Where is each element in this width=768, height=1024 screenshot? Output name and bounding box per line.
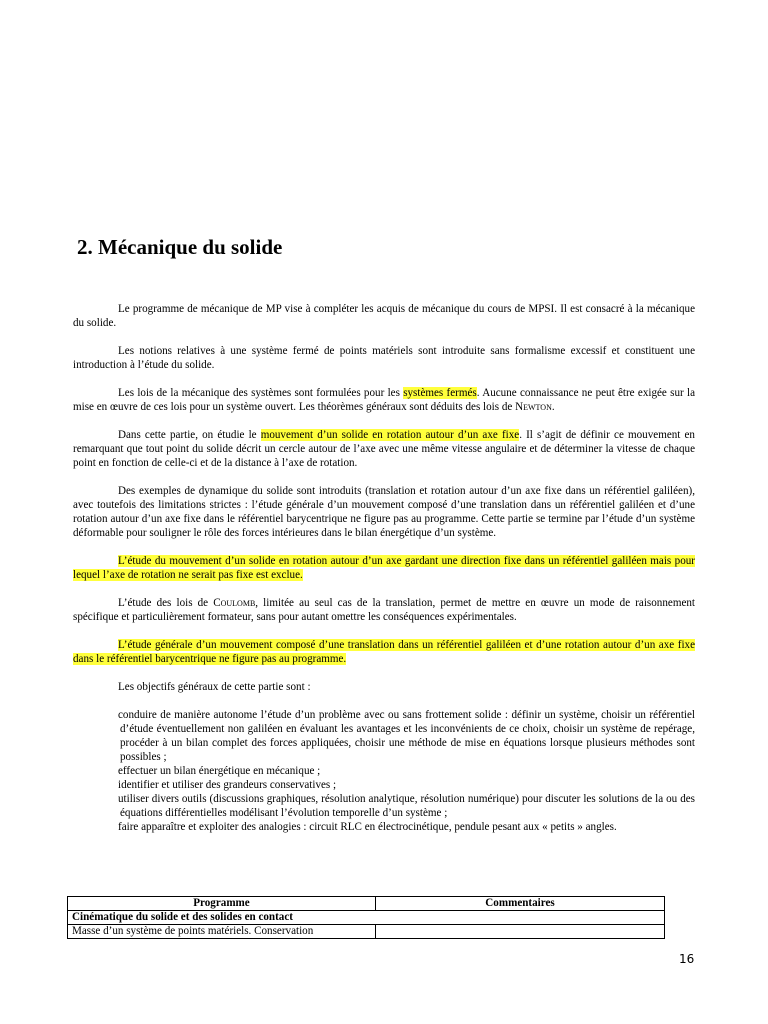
paragraph-objectives-intro: Les objectifs généraux de cette partie sont : — [118, 681, 311, 693]
page-number: 16 — [679, 952, 695, 966]
paragraph-dynamics-examples: Des exemples de dynamique du solide sont introduits (translation et rotation autour d’un axe fixe dans un référentiel galiléen), avec toutefois des limitations strictes : l’étude générale d’un mouvement composé d’une translation dans un référentiel galiléen et d’une rotation autour d’un axe fixe dans le référentiel barycentrique ne figure pas au programme. Cette partie se termine par l’étude d’un système déformable pour souligner le rôle des forces intérieures dans le bilan énergétique d’un système. — [73, 485, 695, 539]
table-header-row — [68, 897, 665, 911]
table-row — [68, 911, 665, 925]
header-programme: Programme — [68, 897, 376, 911]
program-table — [67, 896, 665, 939]
header-commentaires: Commentaires — [376, 897, 665, 911]
list-item: faire apparaître et exploiter des analogies : circuit RLC en électrocinétique, pendule pesant aux « petits » angles. — [118, 821, 617, 833]
list-item: conduire de manière autonome l’étude d’un problème avec ou sans frottement solide : définir un système, choisir un référentiel d’étude éventuellement non galiléen en évaluant les avantages et les inconvénients de ce choix, choisir un système de repérage, procéder à un bilan complet des forces appliquées, choisir une méthode de mise en équations lorsque plusieurs méthodes sont possibles ; — [118, 709, 695, 763]
highlight-rotation: mouvement d’un solide en rotation autour d’un axe fixe — [260, 429, 520, 441]
section-title: 2. Mécanique du solide — [77, 235, 283, 259]
document-body — [73, 232, 695, 834]
list-item: identifier et utiliser des grandeurs conservatives ; — [118, 779, 337, 791]
paragraph-composed-motion — [73, 638, 695, 666]
name-newton: Newton — [515, 401, 552, 413]
highlight-closed-systems: systèmes fermés — [403, 387, 477, 399]
list-item: effectuer un bilan énergétique en mécanique ; — [118, 765, 321, 777]
list-item: utiliser divers outils (discussions graphiques, résolution analytique, résolution numérique) pour discuter les solutions de la ou des équations différentielles modélisant l’évolution temporelle d’un système ; — [118, 793, 695, 819]
highlight-composed-motion: L’étude générale d’un mouvement composé d’une translation dans un référentiel galiléen et d’une rotation autour d’un axe fixe dans le référentiel barycentrique ne figure pas au programme. — [73, 639, 695, 665]
table-cell: Masse d’un système de points matériels. Conservation — [68, 925, 376, 939]
objectives-list — [73, 708, 695, 834]
paragraph-excluded-study — [73, 554, 695, 582]
table-cell — [376, 925, 665, 939]
paragraph-laws: Les lois de la mécanique des systèmes sont formulées pour les systèmes fermés. Aucune connaissance ne peut être exigée sur la mise en œuvre de ces lois pour un système ouvert. Les théorèmes généraux sont déduits des lois de Newton. — [73, 387, 695, 413]
highlight-excluded-study: L’étude du mouvement d’un solide en rotation autour d’un axe gardant une direction fixe dans un référentiel galiléen mais pour lequel l’axe de rotation ne serait pas fixe est exclue. — [73, 555, 695, 581]
name-coulomb: Coulomb — [213, 597, 256, 609]
paragraph-closed-system: Les notions relatives à une système fermé de points matériels sont introduite sans formalisme excessif et constituent une introduction à l’étude du solide. — [73, 345, 695, 371]
table-row — [68, 925, 665, 939]
paragraph-intro: Le programme de mécanique de MP vise à compléter les acquis de mécanique du cours de MPSI. Il est consacré à la mécanique du solide. — [73, 303, 695, 329]
paragraph-coulomb: L’étude des lois de Coulomb, limitée au seul cas de la translation, permet de mettre en œuvre un mode de raisonnement spécifique et particulièrement formateur, sans pour autant omettre les conséquences expérimentales. — [73, 597, 696, 623]
section-row-cinematique: Cinématique du solide et des solides en contact — [68, 911, 665, 925]
paragraph-rotation: Dans cette partie, on étudie le mouvement d’un solide en rotation autour d’un axe fixe. Il s’agit de définir ce mouvement en remarquant que tout point du solide décrit un cercle autour de l’axe avec une même vitesse angulaire et de déterminer la vitesse de chaque point en fonction de celle-ci et de la distance à l’axe de rotation. — [73, 429, 695, 469]
